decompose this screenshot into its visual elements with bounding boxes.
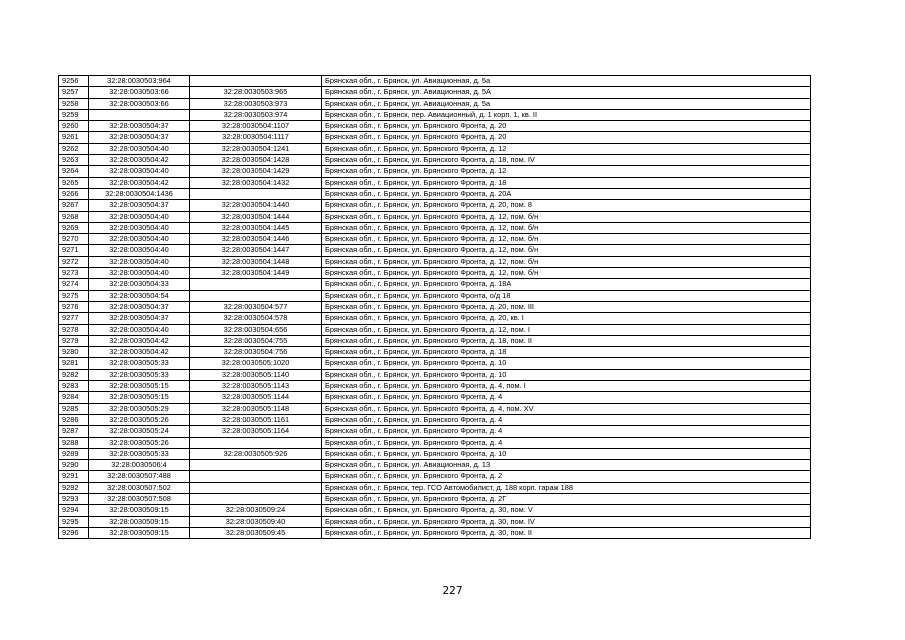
address-cell: Брянская обл., г. Брянск, ул. Брянского Фронта, д. 30, пом. V xyxy=(322,505,811,516)
row-number-cell: 9294 xyxy=(59,505,89,516)
parent-cadastral-number-cell xyxy=(190,76,322,87)
row-number-cell: 9283 xyxy=(59,381,89,392)
table-row xyxy=(59,493,811,504)
table-row xyxy=(59,426,811,437)
parent-cadastral-number-cell: 32:28:0030504:656 xyxy=(190,324,322,335)
address-cell: Брянская обл., г. Брянск, ул. Брянского Фронта, д. 20 xyxy=(322,121,811,132)
table-row xyxy=(59,132,811,143)
table-row xyxy=(59,234,811,245)
parent-cadastral-number-cell xyxy=(190,279,322,290)
cadastral-number-cell: 32:28:0030504:42 xyxy=(89,347,190,358)
row-number-cell: 9290 xyxy=(59,460,89,471)
row-number-cell: 9266 xyxy=(59,188,89,199)
address-cell: Брянская обл., г. Брянск, ул. Авиационная, д. 13 xyxy=(322,460,811,471)
cadastral-number-cell: 32:28:0030504:42 xyxy=(89,155,190,166)
table-row xyxy=(59,313,811,324)
cadastral-number-cell: 32:28:0030505:33 xyxy=(89,369,190,380)
parent-cadastral-number-cell: 32:28:0030505:926 xyxy=(190,448,322,459)
cadastral-number-cell: 32:28:0030504:40 xyxy=(89,245,190,256)
address-cell: Брянская обл., г. Брянск, ул. Брянского Фронта, д. 4, пом. I xyxy=(322,381,811,392)
row-number-cell: 9260 xyxy=(59,121,89,132)
parent-cadastral-number-cell: 32:28:0030504:756 xyxy=(190,347,322,358)
row-number-cell: 9275 xyxy=(59,290,89,301)
cadastral-number-cell: 32:28:0030507:488 xyxy=(89,471,190,482)
cadastral-number-cell: 32:28:0030505:33 xyxy=(89,448,190,459)
table-row xyxy=(59,347,811,358)
parent-cadastral-number-cell: 32:28:0030504:1444 xyxy=(190,211,322,222)
row-number-cell: 9278 xyxy=(59,324,89,335)
address-cell: Брянская обл., г. Брянск, тер. ГСО Автомобилист, д. 188 корп. гараж 188 xyxy=(322,482,811,493)
cadastral-number-cell: 32:28:0030505:29 xyxy=(89,403,190,414)
row-number-cell: 9258 xyxy=(59,98,89,109)
parent-cadastral-number-cell: 32:28:0030504:1428 xyxy=(190,155,322,166)
cadastral-number-cell: 32:28:0030504:1436 xyxy=(89,188,190,199)
table-row xyxy=(59,527,811,538)
table-row xyxy=(59,381,811,392)
row-number-cell: 9282 xyxy=(59,369,89,380)
parent-cadastral-number-cell: 32:28:0030509:40 xyxy=(190,516,322,527)
cadastral-number-cell: 32:28:0030504:40 xyxy=(89,268,190,279)
address-cell: Брянская обл., г. Брянск, ул. Брянского Фронта, д. 18, пом. IV xyxy=(322,155,811,166)
parent-cadastral-number-cell: 32:28:0030504:1447 xyxy=(190,245,322,256)
row-number-cell: 9256 xyxy=(59,76,89,87)
address-cell: Брянская обл., г. Брянск, ул. Брянского Фронта, д. 4, пом. XV xyxy=(322,403,811,414)
table-row xyxy=(59,166,811,177)
cadastral-number-cell: 32:28:0030504:40 xyxy=(89,211,190,222)
parent-cadastral-number-cell: 32:28:0030505:1161 xyxy=(190,414,322,425)
row-number-cell: 9277 xyxy=(59,313,89,324)
table-row xyxy=(59,155,811,166)
cadastral-number-cell: 32:28:0030504:54 xyxy=(89,290,190,301)
parent-cadastral-number-cell xyxy=(190,437,322,448)
address-cell: Брянская обл., г. Брянск, ул. Брянского Фронта, д. 12, пом. б/н xyxy=(322,245,811,256)
table-row xyxy=(59,482,811,493)
parent-cadastral-number-cell: 32:28:0030504:1117 xyxy=(190,132,322,143)
table-row xyxy=(59,76,811,87)
row-number-cell: 9273 xyxy=(59,268,89,279)
row-number-cell: 9289 xyxy=(59,448,89,459)
table-row xyxy=(59,448,811,459)
address-cell: Брянская обл., г. Брянск, ул. Брянского Фронта, д. 20, кв. I xyxy=(322,313,811,324)
cadastral-number-cell: 32:28:0030504:40 xyxy=(89,256,190,267)
cadastral-number-cell: 32:28:0030504:37 xyxy=(89,121,190,132)
parent-cadastral-number-cell: 32:28:0030505:1148 xyxy=(190,403,322,414)
parent-cadastral-number-cell: 32:28:0030504:1440 xyxy=(190,200,322,211)
row-number-cell: 9286 xyxy=(59,414,89,425)
row-number-cell: 9296 xyxy=(59,527,89,538)
registry-table xyxy=(58,75,811,539)
address-cell: Брянская обл., г. Брянск, ул. Брянского Фронта, д. 2Г xyxy=(322,493,811,504)
address-cell: Брянская обл., г. Брянск, ул. Брянского Фронта, д. 10 xyxy=(322,369,811,380)
cadastral-number-cell: 32:28:0030505:26 xyxy=(89,437,190,448)
table-row xyxy=(59,301,811,312)
cadastral-number-cell: 32:28:0030506:4 xyxy=(89,460,190,471)
address-cell: Брянская обл., г. Брянск, ул. Брянского Фронта, д. 10 xyxy=(322,358,811,369)
row-number-cell: 9262 xyxy=(59,143,89,154)
row-number-cell: 9279 xyxy=(59,335,89,346)
cadastral-number-cell: 32:28:0030504:40 xyxy=(89,166,190,177)
table-row xyxy=(59,324,811,335)
parent-cadastral-number-cell: 32:28:0030503:974 xyxy=(190,109,322,120)
cadastral-number-cell: 32:28:0030503:66 xyxy=(89,98,190,109)
cadastral-number-cell: 32:28:0030505:15 xyxy=(89,381,190,392)
cadastral-number-cell: 32:28:0030504:42 xyxy=(89,177,190,188)
address-cell: Брянская обл., г. Брянск, ул. Авиационная, д. 5А xyxy=(322,87,811,98)
parent-cadastral-number-cell: 32:28:0030504:1107 xyxy=(190,121,322,132)
row-number-cell: 9274 xyxy=(59,279,89,290)
table-row xyxy=(59,87,811,98)
cadastral-number-cell: 32:28:0030504:40 xyxy=(89,222,190,233)
address-cell: Брянская обл., г. Брянск, ул. Брянского Фронта, д. 12 xyxy=(322,143,811,154)
address-cell: Брянская обл., г. Брянск, ул. Брянского Фронта, д. 2 xyxy=(322,471,811,482)
row-number-cell: 9285 xyxy=(59,403,89,414)
parent-cadastral-number-cell xyxy=(190,493,322,504)
parent-cadastral-number-cell: 32:28:0030509:45 xyxy=(190,527,322,538)
address-cell: Брянская обл., г. Брянск, ул. Авиационная, д. 5а xyxy=(322,98,811,109)
table-row xyxy=(59,279,811,290)
table-row xyxy=(59,200,811,211)
row-number-cell: 9284 xyxy=(59,392,89,403)
address-cell: Брянская обл., г. Брянск, ул. Брянского Фронта, д. 20А xyxy=(322,188,811,199)
row-number-cell: 9259 xyxy=(59,109,89,120)
parent-cadastral-number-cell: 32:28:0030504:755 xyxy=(190,335,322,346)
table-row xyxy=(59,222,811,233)
table-row xyxy=(59,437,811,448)
table-row xyxy=(59,392,811,403)
parent-cadastral-number-cell: 32:28:0030505:1143 xyxy=(190,381,322,392)
address-cell: Брянская обл., г. Брянск, ул. Брянского Фронта, д. 12, пом. б/н xyxy=(322,256,811,267)
cadastral-number-cell: 32:28:0030504:42 xyxy=(89,335,190,346)
parent-cadastral-number-cell: 32:28:0030505:1164 xyxy=(190,426,322,437)
cadastral-number-cell: 32:28:0030504:40 xyxy=(89,143,190,154)
table-row xyxy=(59,268,811,279)
row-number-cell: 9292 xyxy=(59,482,89,493)
parent-cadastral-number-cell: 32:28:0030504:578 xyxy=(190,313,322,324)
row-number-cell: 9295 xyxy=(59,516,89,527)
parent-cadastral-number-cell xyxy=(190,471,322,482)
row-number-cell: 9261 xyxy=(59,132,89,143)
address-cell: Брянская обл., г. Брянск, ул. Брянского Фронта, д. 4 xyxy=(322,414,811,425)
address-cell: Брянская обл., г. Брянск, пер. Авиационный, д. 1 корп. 1, кв. II xyxy=(322,109,811,120)
parent-cadastral-number-cell: 32:28:0030503:973 xyxy=(190,98,322,109)
parent-cadastral-number-cell xyxy=(190,482,322,493)
address-cell: Брянская обл., г. Брянск, ул. Брянского Фронта, д. 18 xyxy=(322,177,811,188)
table-row xyxy=(59,403,811,414)
row-number-cell: 9293 xyxy=(59,493,89,504)
parent-cadastral-number-cell: 32:28:0030505:1020 xyxy=(190,358,322,369)
cadastral-number-cell: 32:28:0030504:40 xyxy=(89,324,190,335)
cadastral-number-cell: 32:28:0030504:40 xyxy=(89,234,190,245)
table-row xyxy=(59,143,811,154)
address-cell: Брянская обл., г. Брянск, ул. Брянского Фронта, д. 18 xyxy=(322,347,811,358)
parent-cadastral-number-cell: 32:28:0030509:24 xyxy=(190,505,322,516)
cadastral-number-cell: 32:28:0030509:15 xyxy=(89,527,190,538)
address-cell: Брянская обл., г. Брянск, ул. Брянского Фронта, д. 10 xyxy=(322,448,811,459)
table-row xyxy=(59,245,811,256)
cadastral-number-cell: 32:28:0030504:37 xyxy=(89,313,190,324)
table-row xyxy=(59,177,811,188)
row-number-cell: 9267 xyxy=(59,200,89,211)
row-number-cell: 9288 xyxy=(59,437,89,448)
parent-cadastral-number-cell: 32:28:0030504:1449 xyxy=(190,268,322,279)
cadastral-number-cell: 32:28:0030504:37 xyxy=(89,132,190,143)
address-cell: Брянская обл., г. Брянск, ул. Брянского Фронта, д. 4 xyxy=(322,426,811,437)
table-row xyxy=(59,369,811,380)
cadastral-number-cell: 32:28:0030509:15 xyxy=(89,505,190,516)
cadastral-number-cell: 32:28:0030503:66 xyxy=(89,87,190,98)
address-cell: Брянская обл., г. Брянск, ул. Брянского Фронта, д. 18А xyxy=(322,279,811,290)
parent-cadastral-number-cell: 32:28:0030504:1432 xyxy=(190,177,322,188)
cadastral-number-cell: 32:28:0030505:24 xyxy=(89,426,190,437)
address-cell: Брянская обл., г. Брянск, ул. Авиационная, д. 5а xyxy=(322,76,811,87)
row-number-cell: 9280 xyxy=(59,347,89,358)
parent-cadastral-number-cell: 32:28:0030504:1445 xyxy=(190,222,322,233)
cadastral-number-cell: 32:28:0030503:964 xyxy=(89,76,190,87)
parent-cadastral-number-cell: 32:28:0030504:1429 xyxy=(190,166,322,177)
table-row xyxy=(59,188,811,199)
table-row xyxy=(59,516,811,527)
row-number-cell: 9268 xyxy=(59,211,89,222)
row-number-cell: 9270 xyxy=(59,234,89,245)
parent-cadastral-number-cell: 32:28:0030504:1241 xyxy=(190,143,322,154)
cadastral-number-cell: 32:28:0030505:26 xyxy=(89,414,190,425)
parent-cadastral-number-cell: 32:28:0030504:1446 xyxy=(190,234,322,245)
table-row xyxy=(59,471,811,482)
address-cell: Брянская обл., г. Брянск, ул. Брянского Фронта, д. 4 xyxy=(322,392,811,403)
row-number-cell: 9257 xyxy=(59,87,89,98)
address-cell: Брянская обл., г. Брянск, ул. Брянского Фронта, д. 12, пом. б/н xyxy=(322,222,811,233)
cadastral-number-cell: 32:28:0030509:15 xyxy=(89,516,190,527)
row-number-cell: 9287 xyxy=(59,426,89,437)
cadastral-number-cell: 32:28:0030504:37 xyxy=(89,200,190,211)
table-row xyxy=(59,290,811,301)
parent-cadastral-number-cell: 32:28:0030505:1144 xyxy=(190,392,322,403)
cadastral-number-cell: 32:28:0030505:33 xyxy=(89,358,190,369)
address-cell: Брянская обл., г. Брянск, ул. Брянского Фронта, д. 30, пом. IV xyxy=(322,516,811,527)
table-row xyxy=(59,505,811,516)
address-cell: Брянская обл., г. Брянск, ул. Брянского Фронта, о/д 18 xyxy=(322,290,811,301)
row-number-cell: 9291 xyxy=(59,471,89,482)
parent-cadastral-number-cell xyxy=(190,460,322,471)
cadastral-number-cell xyxy=(89,109,190,120)
table-row xyxy=(59,256,811,267)
address-cell: Брянская обл., г. Брянск, ул. Брянского Фронта, д. 18, пом. II xyxy=(322,335,811,346)
row-number-cell: 9263 xyxy=(59,155,89,166)
parent-cadastral-number-cell: 32:28:0030505:1140 xyxy=(190,369,322,380)
address-cell: Брянская обл., г. Брянск, ул. Брянского Фронта, д. 20, пом. III xyxy=(322,301,811,312)
cadastral-number-cell: 32:28:0030507:502 xyxy=(89,482,190,493)
parent-cadastral-number-cell: 32:28:0030504:577 xyxy=(190,301,322,312)
address-cell: Брянская обл., г. Брянск, ул. Брянского Фронта, д. 20 xyxy=(322,132,811,143)
address-cell: Брянская обл., г. Брянск, ул. Брянского Фронта, д. 20, пом. 8 xyxy=(322,200,811,211)
table-row xyxy=(59,211,811,222)
cadastral-number-cell: 32:28:0030504:37 xyxy=(89,301,190,312)
table-row xyxy=(59,460,811,471)
registry-table-body xyxy=(59,76,811,539)
table-row xyxy=(59,414,811,425)
table-row xyxy=(59,109,811,120)
address-cell: Брянская обл., г. Брянск, ул. Брянского Фронта, д. 12, пом. I xyxy=(322,324,811,335)
row-number-cell: 9276 xyxy=(59,301,89,312)
parent-cadastral-number-cell xyxy=(190,188,322,199)
address-cell: Брянская обл., г. Брянск, ул. Брянского Фронта, д. 30, пом. II xyxy=(322,527,811,538)
page-number: 227 xyxy=(442,585,463,597)
parent-cadastral-number-cell: 32:28:0030504:1448 xyxy=(190,256,322,267)
address-cell: Брянская обл., г. Брянск, ул. Брянского Фронта, д. 12, пом. б/н xyxy=(322,268,811,279)
table-row xyxy=(59,121,811,132)
row-number-cell: 9269 xyxy=(59,222,89,233)
table-row xyxy=(59,358,811,369)
table-row xyxy=(59,98,811,109)
row-number-cell: 9265 xyxy=(59,177,89,188)
row-number-cell: 9272 xyxy=(59,256,89,267)
row-number-cell: 9264 xyxy=(59,166,89,177)
address-cell: Брянская обл., г. Брянск, ул. Брянского Фронта, д. 12, пом. б/н xyxy=(322,211,811,222)
row-number-cell: 9271 xyxy=(59,245,89,256)
cadastral-number-cell: 32:28:0030507:508 xyxy=(89,493,190,504)
cadastral-number-cell: 32:28:0030504:33 xyxy=(89,279,190,290)
cadastral-number-cell: 32:28:0030505:15 xyxy=(89,392,190,403)
table-row xyxy=(59,335,811,346)
address-cell: Брянская обл., г. Брянск, ул. Брянского Фронта, д. 12, пом. б/н xyxy=(322,234,811,245)
address-cell: Брянская обл., г. Брянск, ул. Брянского Фронта, д. 4 xyxy=(322,437,811,448)
parent-cadastral-number-cell xyxy=(190,290,322,301)
row-number-cell: 9281 xyxy=(59,358,89,369)
address-cell: Брянская обл., г. Брянск, ул. Брянского Фронта, д. 12 xyxy=(322,166,811,177)
parent-cadastral-number-cell: 32:28:0030503:965 xyxy=(190,87,322,98)
